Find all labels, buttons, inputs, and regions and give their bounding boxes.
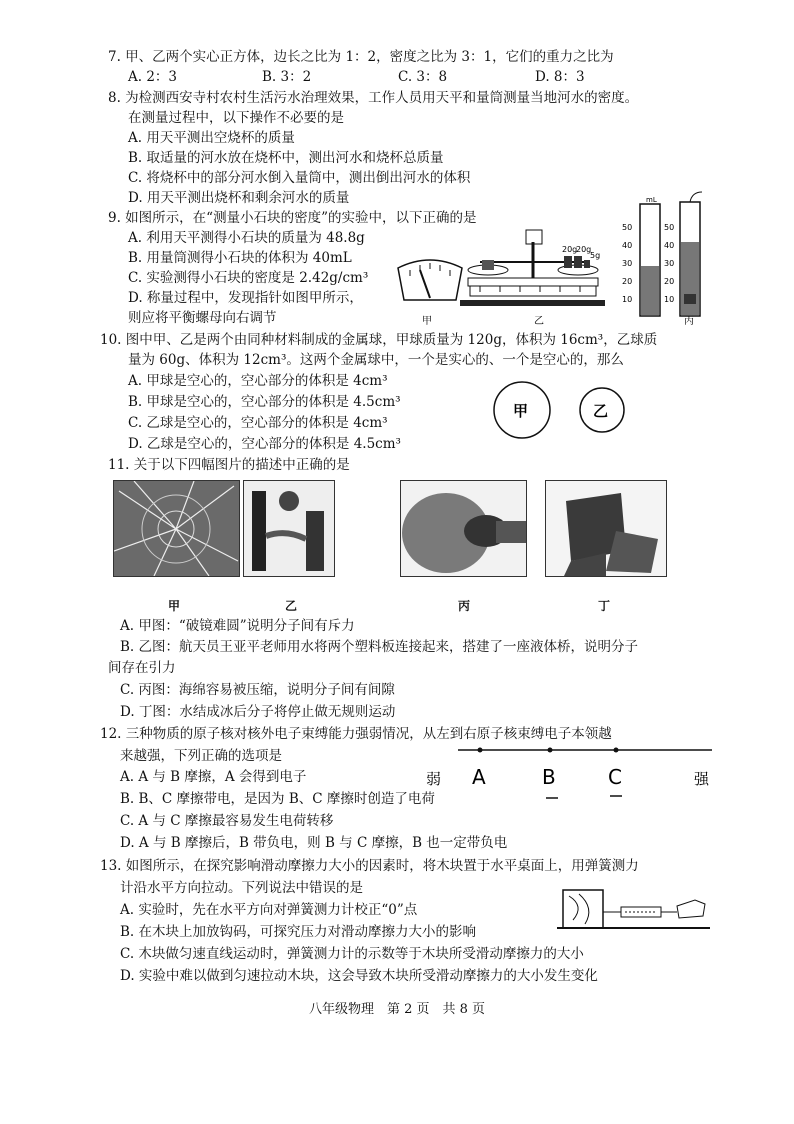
q11-option-d: D. 丁图：水结成冰后分子将停止做无规则运动 xyxy=(120,704,396,720)
q12-option-b: B. B、C 摩擦带电，是因为 B、C 摩擦时创造了电荷 xyxy=(120,791,435,807)
photo-broken-glass xyxy=(113,480,240,577)
caption-bing: 丙 xyxy=(458,599,471,613)
cyl-unit: mL xyxy=(646,196,657,204)
photo-sponge xyxy=(400,480,527,577)
q13-stem-line1: 13. 如图所示，在探究影响滑动摩擦力大小的因素时，将木块置于水平桌面上，用弹簧测力 xyxy=(100,858,639,874)
q10-stem-line1: 10. 图中甲、乙是两个由同种材料制成的金属球，甲球质量为 120g，体积为 16cm³，乙球质 xyxy=(100,332,658,348)
q7-stem: 7. 甲、乙两个实心正方体，边长之比为 1：2，密度之比为 3：1，它们的重力之比为 xyxy=(108,49,614,65)
photo-liquid-bridge xyxy=(243,480,335,577)
q13-option-a: A. 实验时，先在水平方向对弹簧测力计校正“0”点 xyxy=(120,902,418,918)
q10-option-b: B. 甲球是空心的，空心部分的体积是 4.5cm³ xyxy=(128,394,401,410)
q13-option-b: B. 在木块上加放钩码，可探究压力对滑动摩擦力大小的影响 xyxy=(120,924,477,940)
q13-stem-line2: 计沿水平方向拉动。下列说法中错误的是 xyxy=(120,880,363,896)
caption-yi: 乙 xyxy=(285,599,298,613)
q11-option-c: C. 丙图：海绵容易被压缩，说明分子间有间隙 xyxy=(120,682,395,698)
fig-label-jia: 甲 xyxy=(422,316,432,327)
q8-option-b: B. 取适量的河水放在烧杯中，测出河水和烧杯总质量 xyxy=(128,150,444,166)
q8-option-a: A. 用天平测出空烧杯的质量 xyxy=(128,130,295,146)
scale-strong-label: 强 xyxy=(694,770,710,788)
balance-figure xyxy=(460,230,605,306)
cyl-tick-50: 50 xyxy=(622,223,633,232)
cyl2-tick-20: 20 xyxy=(664,277,675,286)
q8-stem-line1: 8. 为检测西安寺村农村生活污水治理效果，工作人员用天平和量筒测量当地河水的密度。 xyxy=(108,90,639,106)
q8-option-c: C. 将烧杯中的部分河水倒入量筒中，测出倒出河水的体积 xyxy=(128,170,471,186)
cyl2-tick-10: 10 xyxy=(664,295,675,304)
caption-ding: 丁 xyxy=(598,599,611,613)
q12-stem-line2: 来越强，下列正确的选项是 xyxy=(120,748,282,764)
q12-stem-line1: 12. 三种物质的原子核对核外电子束缚能力强弱情况，从左到右原子核束缚电子本领越 xyxy=(100,726,612,742)
cyl2-tick-50: 50 xyxy=(664,223,675,232)
q9-option-a: A. 利用天平测得小石块的质量为 48.8g xyxy=(128,230,365,246)
q10-option-d: D. 乙球是空心的，空心部分的体积是 4.5cm³ xyxy=(128,436,401,452)
q9-option-d-cont: 则应将平衡螺母向右调节 xyxy=(128,310,277,326)
q12-option-a: A. A 与 B 摩擦，A 会得到电子 xyxy=(120,769,307,785)
caption-jia: 甲 xyxy=(168,599,181,613)
hand xyxy=(677,900,705,918)
q7-option-d: D. 8：3 xyxy=(535,69,585,85)
wood-block xyxy=(563,890,603,928)
cyl-tick-10: 10 xyxy=(622,295,633,304)
balance-pointer-figure xyxy=(398,260,462,300)
weight-label-3: 5g xyxy=(590,251,601,260)
q7-option-a: A. 2：3 xyxy=(128,69,178,85)
q11-stem: 11. 关于以下四幅图片的描述中正确的是 xyxy=(108,457,350,473)
q12-binding-scale xyxy=(420,744,720,806)
q12-option-d: D. A 与 B 摩擦后，B 带负电，则 B 与 C 摩擦，B 也一定带负电 xyxy=(120,835,508,851)
q7-option-c: C. 3：8 xyxy=(398,69,448,85)
q11-option-b: B. 乙图：航天员王亚平老师用水将两个塑料板连接起来，搭建了一座液体桥，说明分子 xyxy=(120,639,639,655)
q7-option-b: B. 3：2 xyxy=(262,69,312,85)
q11-option-b-cont: 间存在引力 xyxy=(108,660,176,676)
q12-option-c: C. A 与 C 摩擦最容易发生电荷转移 xyxy=(120,813,334,829)
q10-stem-line2: 量为 60g、体积为 12cm³。这两个金属球中，一个是实心的、一个是空心的，那么 xyxy=(128,352,624,368)
photo-ice xyxy=(545,480,667,577)
cyl2-tick-30: 30 xyxy=(664,259,675,268)
cyl-tick-20: 20 xyxy=(622,277,633,286)
ball-jia-label: 甲 xyxy=(513,402,529,420)
scale-weak-label: 弱 xyxy=(426,770,442,788)
q9-figure xyxy=(390,190,720,330)
q9-option-c: C. 实验测得小石块的密度是 2.42g/cm³ xyxy=(128,270,369,286)
fig-label-yi: 乙 xyxy=(534,316,544,327)
weight-label-2: 20g xyxy=(576,245,592,254)
q9-option-b: B. 用量筒测得小石块的体积为 40mL xyxy=(128,250,352,266)
page-footer: 八年级物理 第 2 页 共 8 页 xyxy=(308,1002,486,1017)
q10-option-c: C. 乙球是空心的，空心部分的体积是 4cm³ xyxy=(128,415,388,431)
weight-label-1: 20g xyxy=(562,245,578,254)
scale-point-c: C xyxy=(608,765,622,789)
q13-option-c: C. 木块做匀速直线运动时，弹簧测力计的示数等于木块所受滑动摩擦力的大小 xyxy=(120,946,584,962)
scale-point-a: A xyxy=(472,765,486,789)
q9-option-d: D. 称量过程中，发现指针如图甲所示， xyxy=(128,290,363,306)
q8-stem-line2: 在测量过程中，以下操作不必要的是 xyxy=(128,110,344,126)
cyl-tick-40: 40 xyxy=(622,241,633,250)
ball-yi-label: 乙 xyxy=(593,402,609,420)
q11-option-a: A. 甲图：“破镜难圆”说明分子间有斥力 xyxy=(120,618,355,634)
q8-option-d: D. 用天平测出烧杯和剩余河水的质量 xyxy=(128,190,350,206)
q9-stem: 9. 如图所示，在“测量小石块的密度”的实验中，以下正确的是 xyxy=(108,210,477,226)
q13-option-d: D. 实验中难以做到匀速拉动木块，这会导致木块所受滑动摩擦力的大小发生变化 xyxy=(120,968,598,984)
q13-friction-figure xyxy=(555,882,715,934)
q10-option-a: A. 甲球是空心的，空心部分的体积是 4cm³ xyxy=(128,373,388,389)
q10-balls-figure xyxy=(490,380,640,440)
cyl2-tick-40: 40 xyxy=(664,241,675,250)
scale-point-b: B xyxy=(542,765,556,789)
fig-label-bing: 丙 xyxy=(684,316,694,327)
cyl-tick-30: 30 xyxy=(622,259,633,268)
